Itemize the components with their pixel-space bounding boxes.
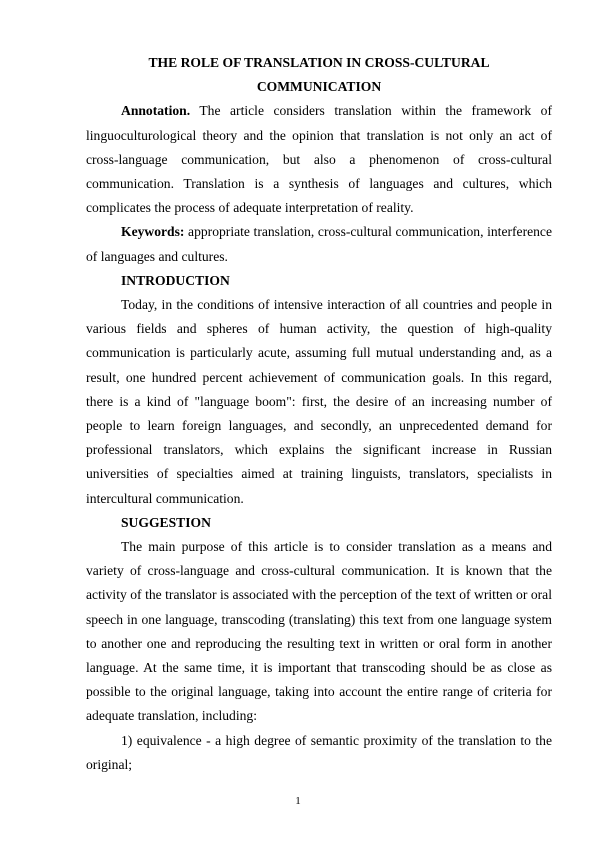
suggestion-paragraph: The main purpose of this article is to consider translation as a means and variety of cross-language and cross-cultural communication. It is known that the activity of the translator is associated with the perception of the text of written or oral speech in one language, transcoding (translating) this text from one language system to another one and reproducing the resulting text in written or oral form in another language. At the same time, it is important that transcoding should be as close as possible to the original language, taking into account the entire range of criteria for adequate translation, including: (86, 539, 552, 724)
introduction-heading: INTRODUCTION (121, 272, 230, 288)
keywords-paragraph (86, 220, 552, 268)
introduction-paragraph: Today, in the conditions of intensive interaction of all countries and people in various fields and spheres of human activity, the question of high-quality communication is particularly acute, assuming full mutual understanding and, as a result, one hundred percent achievement of communication goals. In this regard, there is a kind of "language boom": first, the desire of an increasing number of people to learn foreign languages, and secondly, an unprecedented demand for professional translators, which explains the significant increase in Russian universities of specialties aimed at training linguists, translators, specialists in intercultural communication. (86, 297, 552, 506)
annotation-paragraph (86, 99, 552, 220)
annotation-text: The article considers translation within the framework of linguoculturological theory and the opinion that translation is not only an act of cross-language communication, but also a phenomenon of cross-cultural communication. Translation is a synthesis of languages and cultures, which complicates the process of adequate interpretation of reality. (86, 103, 552, 216)
document-title-line-1: THE ROLE OF TRANSLATION IN CROSS-CULTURAL (148, 55, 490, 70)
document-title-line-2: COMMUNICATION (256, 79, 382, 95)
keywords-text: appropriate translation, cross-cultural communication, interference of languages and cultures. (86, 224, 552, 264)
page-number: 1 (295, 795, 301, 807)
criteria-list-item-1: 1) equivalence - a high degree of semantic proximity of the translation to the original; (86, 732, 552, 772)
suggestion-heading: SUGGESTION (121, 514, 211, 530)
keywords-label: Keywords: (121, 224, 185, 240)
document-page (86, 51, 552, 777)
annotation-label: Annotation. (121, 103, 191, 119)
